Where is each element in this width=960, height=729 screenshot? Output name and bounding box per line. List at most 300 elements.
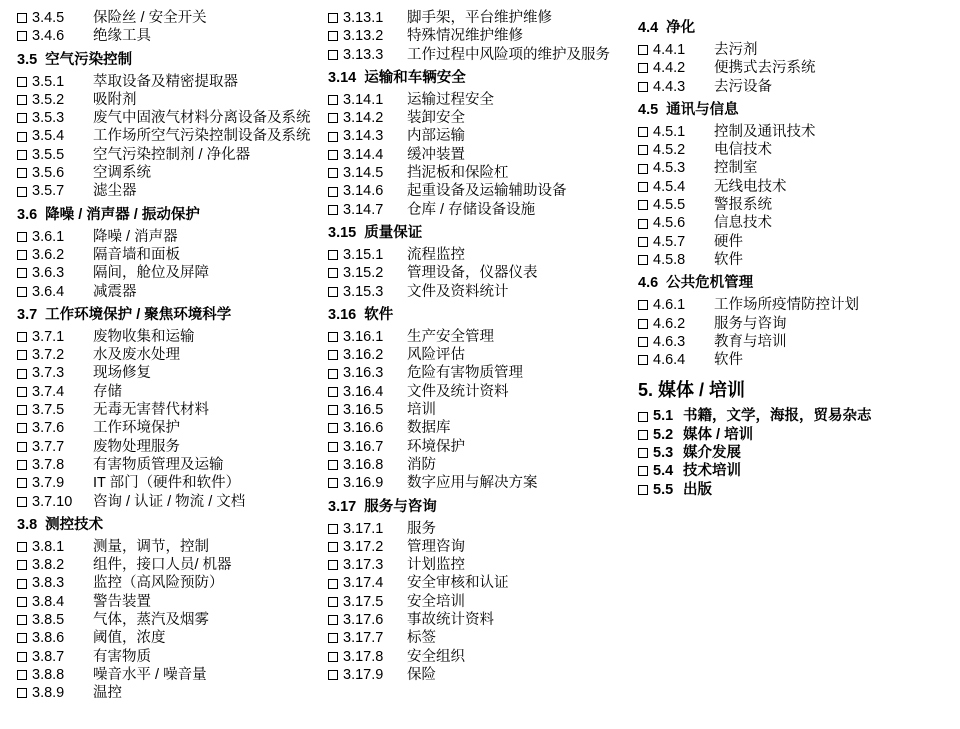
section-heading [638,274,938,292]
item-label: 安全审核和认证 [407,575,509,592]
item-label: 起重设备及运输辅助设备 [407,183,567,200]
checkbox[interactable] [328,615,338,625]
item-label: 温控 [93,685,122,702]
checklist-item [328,46,628,64]
checkbox[interactable] [17,113,27,123]
section-number: 4.6 [638,275,659,292]
item-label: 安全培训 [407,593,465,610]
checklist-item [638,333,938,351]
item-label: 事故统计资料 [407,612,494,629]
checkbox[interactable] [328,332,338,342]
item-number: 4.4.2 [653,60,686,77]
checklist-item [638,41,938,59]
item-number: 4.6.1 [653,297,686,314]
section-number: 3.17 [328,498,357,515]
item-label: 萃取设备及精密提取器 [93,73,238,90]
section-title: 降噪 / 消声器 / 振动保护 [45,206,200,223]
checkbox[interactable] [17,670,27,680]
checklist-item [17,574,317,592]
checklist-item [17,593,317,611]
checklist-item [17,164,317,182]
checkbox[interactable] [328,670,338,680]
checklist-item [328,364,628,382]
checkbox[interactable] [328,13,338,23]
checklist-item [17,401,317,419]
checklist-item [638,141,938,159]
checkbox[interactable] [17,579,27,589]
checkbox[interactable] [328,369,338,379]
checkbox[interactable] [17,31,27,41]
checkbox[interactable] [328,387,338,397]
checklist-item [17,648,317,666]
checkbox[interactable] [17,478,27,488]
checklist-item [328,201,628,219]
item-number: 3.14.2 [343,110,384,127]
checklist-item [328,593,628,611]
item-label: 管理设备，仪器仪表 [407,265,538,282]
item-number: 3.7.8 [32,456,65,473]
checkbox[interactable] [328,442,338,452]
checkbox[interactable] [328,423,338,433]
checklist-item [638,214,938,232]
checkbox[interactable] [328,478,338,488]
section-number: 3.14 [328,69,357,86]
checkbox[interactable] [17,13,27,23]
item-number: 3.7.2 [32,347,65,364]
checkbox[interactable] [17,497,27,507]
item-number: 3.14.7 [343,201,384,218]
item-number: 5.2 [653,426,674,443]
checkbox[interactable] [17,350,27,360]
item-label: 教育与培训 [714,333,787,350]
checkbox[interactable] [17,597,27,607]
checkbox[interactable] [328,205,338,215]
item-number: 3.17.6 [343,612,384,629]
item-number: 3.5.1 [32,73,65,90]
checklist-item [638,196,938,214]
item-number: 3.16.4 [343,383,384,400]
item-label: 生产安全管理 [407,328,494,345]
section-title: 工作环境保护 / 聚焦环境科学 [45,306,232,323]
item-label: 数据库 [407,420,451,437]
checklist-item [17,328,317,346]
item-number: 4.5.5 [653,197,686,214]
item-label: 脚手架，平台维护维修 [407,10,552,26]
checklist-item [328,438,628,456]
checkbox[interactable] [328,633,338,643]
section-title: 质量保证 [364,224,423,241]
section-title: 空气污染控制 [45,51,133,68]
item-label: 媒体 / 培训 [683,426,754,443]
item-number: 4.5.7 [653,233,686,250]
checkbox[interactable] [17,387,27,397]
item-number: 3.5.2 [32,91,65,108]
checklist-item [638,233,938,251]
item-label: 软件 [714,352,743,369]
checkbox[interactable] [638,219,648,229]
checkbox[interactable] [638,430,648,440]
checklist-item [17,629,317,647]
checklist-item [328,9,628,27]
item-label: 服务与咨询 [714,315,787,332]
checklist-item [328,556,628,574]
checkbox[interactable] [17,369,27,379]
checklist-item [17,456,317,474]
checkbox[interactable] [17,542,27,552]
checkbox[interactable] [328,287,338,297]
item-label: 数字应用与解决方案 [407,475,538,492]
item-number: 3.6.1 [32,228,65,245]
item-number: 4.5.2 [653,142,686,159]
checklist-item [17,684,317,702]
section-heading [17,51,317,69]
checkbox[interactable] [328,150,338,160]
item-label: 无毒无害替代材料 [93,402,209,419]
item-number: 3.17.5 [343,593,384,610]
item-number: 3.16.3 [343,365,384,382]
checklist-item [17,127,317,145]
section-number: 3.7 [17,306,38,323]
item-number: 3.8.6 [32,630,65,647]
item-number: 3.5.4 [32,128,65,145]
checkbox[interactable] [638,485,648,495]
section-heading [328,69,628,87]
item-label: 运输过程安全 [407,91,494,108]
checkbox[interactable] [17,150,27,160]
media-section-title: 5. 媒体 / 培训 [638,380,746,401]
item-number: 3.17.1 [343,520,384,537]
item-number: 3.7.7 [32,438,65,455]
item-label: 缓冲装置 [407,146,465,163]
item-number: 3.8.8 [32,666,65,683]
checkbox[interactable] [17,268,27,278]
checkbox[interactable] [638,45,648,55]
checkbox[interactable] [638,200,648,210]
checkbox[interactable] [638,355,648,365]
checklist-item [328,520,628,538]
item-number: 3.17.2 [343,538,384,555]
checklist-item [17,182,317,200]
section-number: 3.16 [328,306,357,323]
checklist-item [328,383,628,401]
checklist-item [638,123,938,141]
item-label: 特殊情况维护维修 [407,28,523,45]
item-label: 环境保护 [407,438,465,455]
checkbox[interactable] [17,615,27,625]
checklist-item [17,611,317,629]
section-heading [328,306,628,324]
item-label: 滤尘器 [93,183,137,200]
item-label: 有害物质 [93,648,151,665]
item-label: 工作环境保护 [93,420,180,437]
item-label: 隔间，舱位及屏障 [93,265,209,282]
checklist-item [17,383,317,401]
item-label: 空气污染控制剂 / 净化器 [93,146,251,163]
item-number: 3.6.3 [32,265,65,282]
item-number: 4.5.8 [653,251,686,268]
checklist-item [328,666,628,684]
item-number: 3.15.2 [343,265,384,282]
checklist-item [328,401,628,419]
checkbox[interactable] [328,268,338,278]
checkbox[interactable] [638,145,648,155]
checkbox[interactable] [17,168,27,178]
item-label: 仓库 / 存储设备设施 [407,201,536,218]
item-number: 3.13.2 [343,28,384,45]
item-number: 3.16.9 [343,475,384,492]
item-number: 3.6.2 [32,246,65,263]
item-number: 4.6.2 [653,315,686,332]
checklist-item [638,159,938,177]
checkbox[interactable] [638,237,648,247]
checkbox[interactable] [638,337,648,347]
item-number: 3.14.1 [343,91,384,108]
item-label: 危险有害物质管理 [407,365,523,382]
checkbox[interactable] [328,405,338,415]
checklist-item [328,146,628,164]
checklist-item [17,346,317,364]
item-label: 管理咨询 [407,538,465,555]
item-label: 工作过程中风险项的维护及服务 [407,46,610,63]
section-number: 4.5 [638,101,659,118]
section-heading [17,516,317,534]
checklist-item [328,91,628,109]
item-label: 流程监控 [407,246,465,263]
checklist-item [17,9,317,27]
checklist-item [328,538,628,556]
checklist-item [17,666,317,684]
item-label: 存储 [93,383,122,400]
item-number: 3.17.8 [343,648,384,665]
item-label: 有害物质管理及运输 [93,456,224,473]
item-label: 保险丝 / 安全开关 [93,10,207,26]
item-number: 3.17.3 [343,557,384,574]
checklist-item [328,109,628,127]
column-left [17,9,317,703]
checkbox[interactable] [638,412,648,422]
item-number: 3.4.5 [32,10,65,26]
section-heading [17,306,317,324]
checklist-item [328,182,628,200]
checkbox[interactable] [328,560,338,570]
item-label: 培训 [407,402,436,419]
item-label: 文件及统计资料 [407,383,509,400]
checklist-item [17,283,317,301]
checklist-item [17,91,317,109]
checkbox[interactable] [17,287,27,297]
checkbox[interactable] [17,332,27,342]
section-number: 4.4 [638,20,659,36]
item-number: 4.6.3 [653,333,686,350]
checkbox[interactable] [17,232,27,242]
checklist-item [638,315,938,333]
item-number: 3.17.4 [343,575,384,592]
item-number: 5.3 [653,445,674,462]
item-label: 水及废水处理 [93,347,180,364]
checkbox[interactable] [328,168,338,178]
checkbox[interactable] [328,524,338,534]
item-label: 绝缘工具 [93,28,151,45]
checkbox[interactable] [638,182,648,192]
checkbox[interactable] [17,652,27,662]
checkbox[interactable] [328,132,338,142]
item-label: 废物处理服务 [93,438,180,455]
checklist-item [328,164,628,182]
checkbox[interactable] [328,250,338,260]
item-number: 3.17.7 [343,630,384,647]
checkbox[interactable] [638,127,648,137]
checkbox[interactable] [17,688,27,698]
checklist-item [328,574,628,592]
item-number: 3.8.5 [32,612,65,629]
checklist-item [328,264,628,282]
checklist-item [17,493,317,511]
item-label: 去污设备 [714,78,772,95]
item-label: 废气中固液气材料分离设备及系统 [93,110,311,127]
section-heading [638,19,938,37]
item-label: 组件，接口人员/ 机器 [93,557,232,574]
item-number: 3.5.7 [32,183,65,200]
item-label: 文件及资料统计 [407,283,509,300]
checklist-item [17,438,317,456]
item-number: 3.4.6 [32,28,65,45]
item-label: 风险评估 [407,347,465,364]
checkbox[interactable] [638,255,648,265]
item-label: 气体，蒸汽及烟雾 [93,612,209,629]
checkbox[interactable] [17,132,27,142]
item-label: 内部运输 [407,128,465,145]
item-label: 标签 [407,630,436,647]
checkbox[interactable] [638,319,648,329]
item-number: 3.5.6 [32,165,65,182]
item-label: 保险 [407,666,436,683]
item-label: 工作场所疫情防控计划 [714,297,859,314]
item-number: 3.8.1 [32,538,65,555]
item-label: 装卸安全 [407,110,465,127]
item-label: 警报系统 [714,197,772,214]
checklist-item [17,364,317,382]
item-number: 3.14.4 [343,146,384,163]
checkbox[interactable] [638,300,648,310]
item-number: 3.8.4 [32,593,65,610]
checkbox[interactable] [638,448,648,458]
checkbox[interactable] [17,405,27,415]
checkbox[interactable] [17,250,27,260]
item-number: 4.6.4 [653,352,686,369]
checkbox[interactable] [328,50,338,60]
checkbox[interactable] [328,652,338,662]
item-number: 5.4 [653,463,674,480]
item-number: 3.7.5 [32,402,65,419]
item-label: 消防 [407,456,436,473]
section-title: 公共危机管理 [666,275,754,292]
checkbox[interactable] [17,442,27,452]
section-number: 3.15 [328,224,357,241]
item-number: 3.7.1 [32,328,65,345]
checkbox[interactable] [638,82,648,92]
checkbox[interactable] [328,31,338,41]
checkbox[interactable] [328,460,338,470]
item-label: 工作场所空气污染控制设备及系统 [93,128,311,145]
checklist-item [328,346,628,364]
checklist-item [328,648,628,666]
checkbox[interactable] [17,95,27,105]
item-number: 3.8.9 [32,685,65,702]
section-heading [328,224,628,242]
item-number: 4.5.4 [653,178,686,195]
item-number: 3.16.1 [343,328,384,345]
item-number: 3.7.9 [32,475,65,492]
checkbox[interactable] [17,460,27,470]
section-title: 测控技术 [45,516,104,533]
checkbox[interactable] [17,77,27,87]
item-number: 5.1 [653,408,674,425]
checklist-item [17,556,317,574]
item-number: 4.5.3 [653,160,686,177]
checklist-item [17,228,317,246]
checklist-item [638,481,938,499]
checkbox[interactable] [328,579,338,589]
item-number: 3.14.6 [343,183,384,200]
item-label: 空调系统 [93,165,151,182]
checkbox[interactable] [638,466,648,476]
checkbox[interactable] [328,113,338,123]
checklist-item [328,419,628,437]
checkbox[interactable] [17,187,27,197]
checklist-item [17,146,317,164]
section-title: 净化 [666,20,696,36]
item-label: 现场修复 [93,365,151,382]
checklist-item [638,462,938,480]
item-label: 出版 [683,481,712,498]
column-middle [328,9,628,684]
item-label: 服务 [407,520,436,537]
checkbox[interactable] [17,560,27,570]
item-label: 技术培训 [683,463,741,480]
item-number: 4.5.6 [653,215,686,232]
checklist-item [638,251,938,269]
checklist-item [638,426,938,444]
checklist-item [638,407,938,425]
checklist-item [328,246,628,264]
checkbox[interactable] [328,542,338,552]
section-heading [17,206,317,224]
item-label: 软件 [714,251,743,268]
item-label: 硬件 [714,233,743,250]
section-heading [638,101,938,119]
checkbox[interactable] [638,164,648,174]
item-number: 3.16.8 [343,456,384,473]
checkbox[interactable] [328,187,338,197]
checkbox[interactable] [328,597,338,607]
item-number: 3.13.1 [343,10,384,26]
item-number: 3.13.3 [343,46,384,63]
checkbox[interactable] [638,63,648,73]
checkbox[interactable] [328,350,338,360]
checkbox[interactable] [17,423,27,433]
checkbox[interactable] [328,95,338,105]
checklist-item [328,27,628,45]
item-number: 3.7.3 [32,365,65,382]
item-number: 3.17.9 [343,666,384,683]
checklist-item [328,283,628,301]
item-label: 安全组织 [407,648,465,665]
item-label: 控制室 [714,160,758,177]
item-number: 4.4.3 [653,78,686,95]
item-number: 3.16.6 [343,420,384,437]
section-title: 通讯与信息 [666,101,739,118]
checkbox[interactable] [17,633,27,643]
